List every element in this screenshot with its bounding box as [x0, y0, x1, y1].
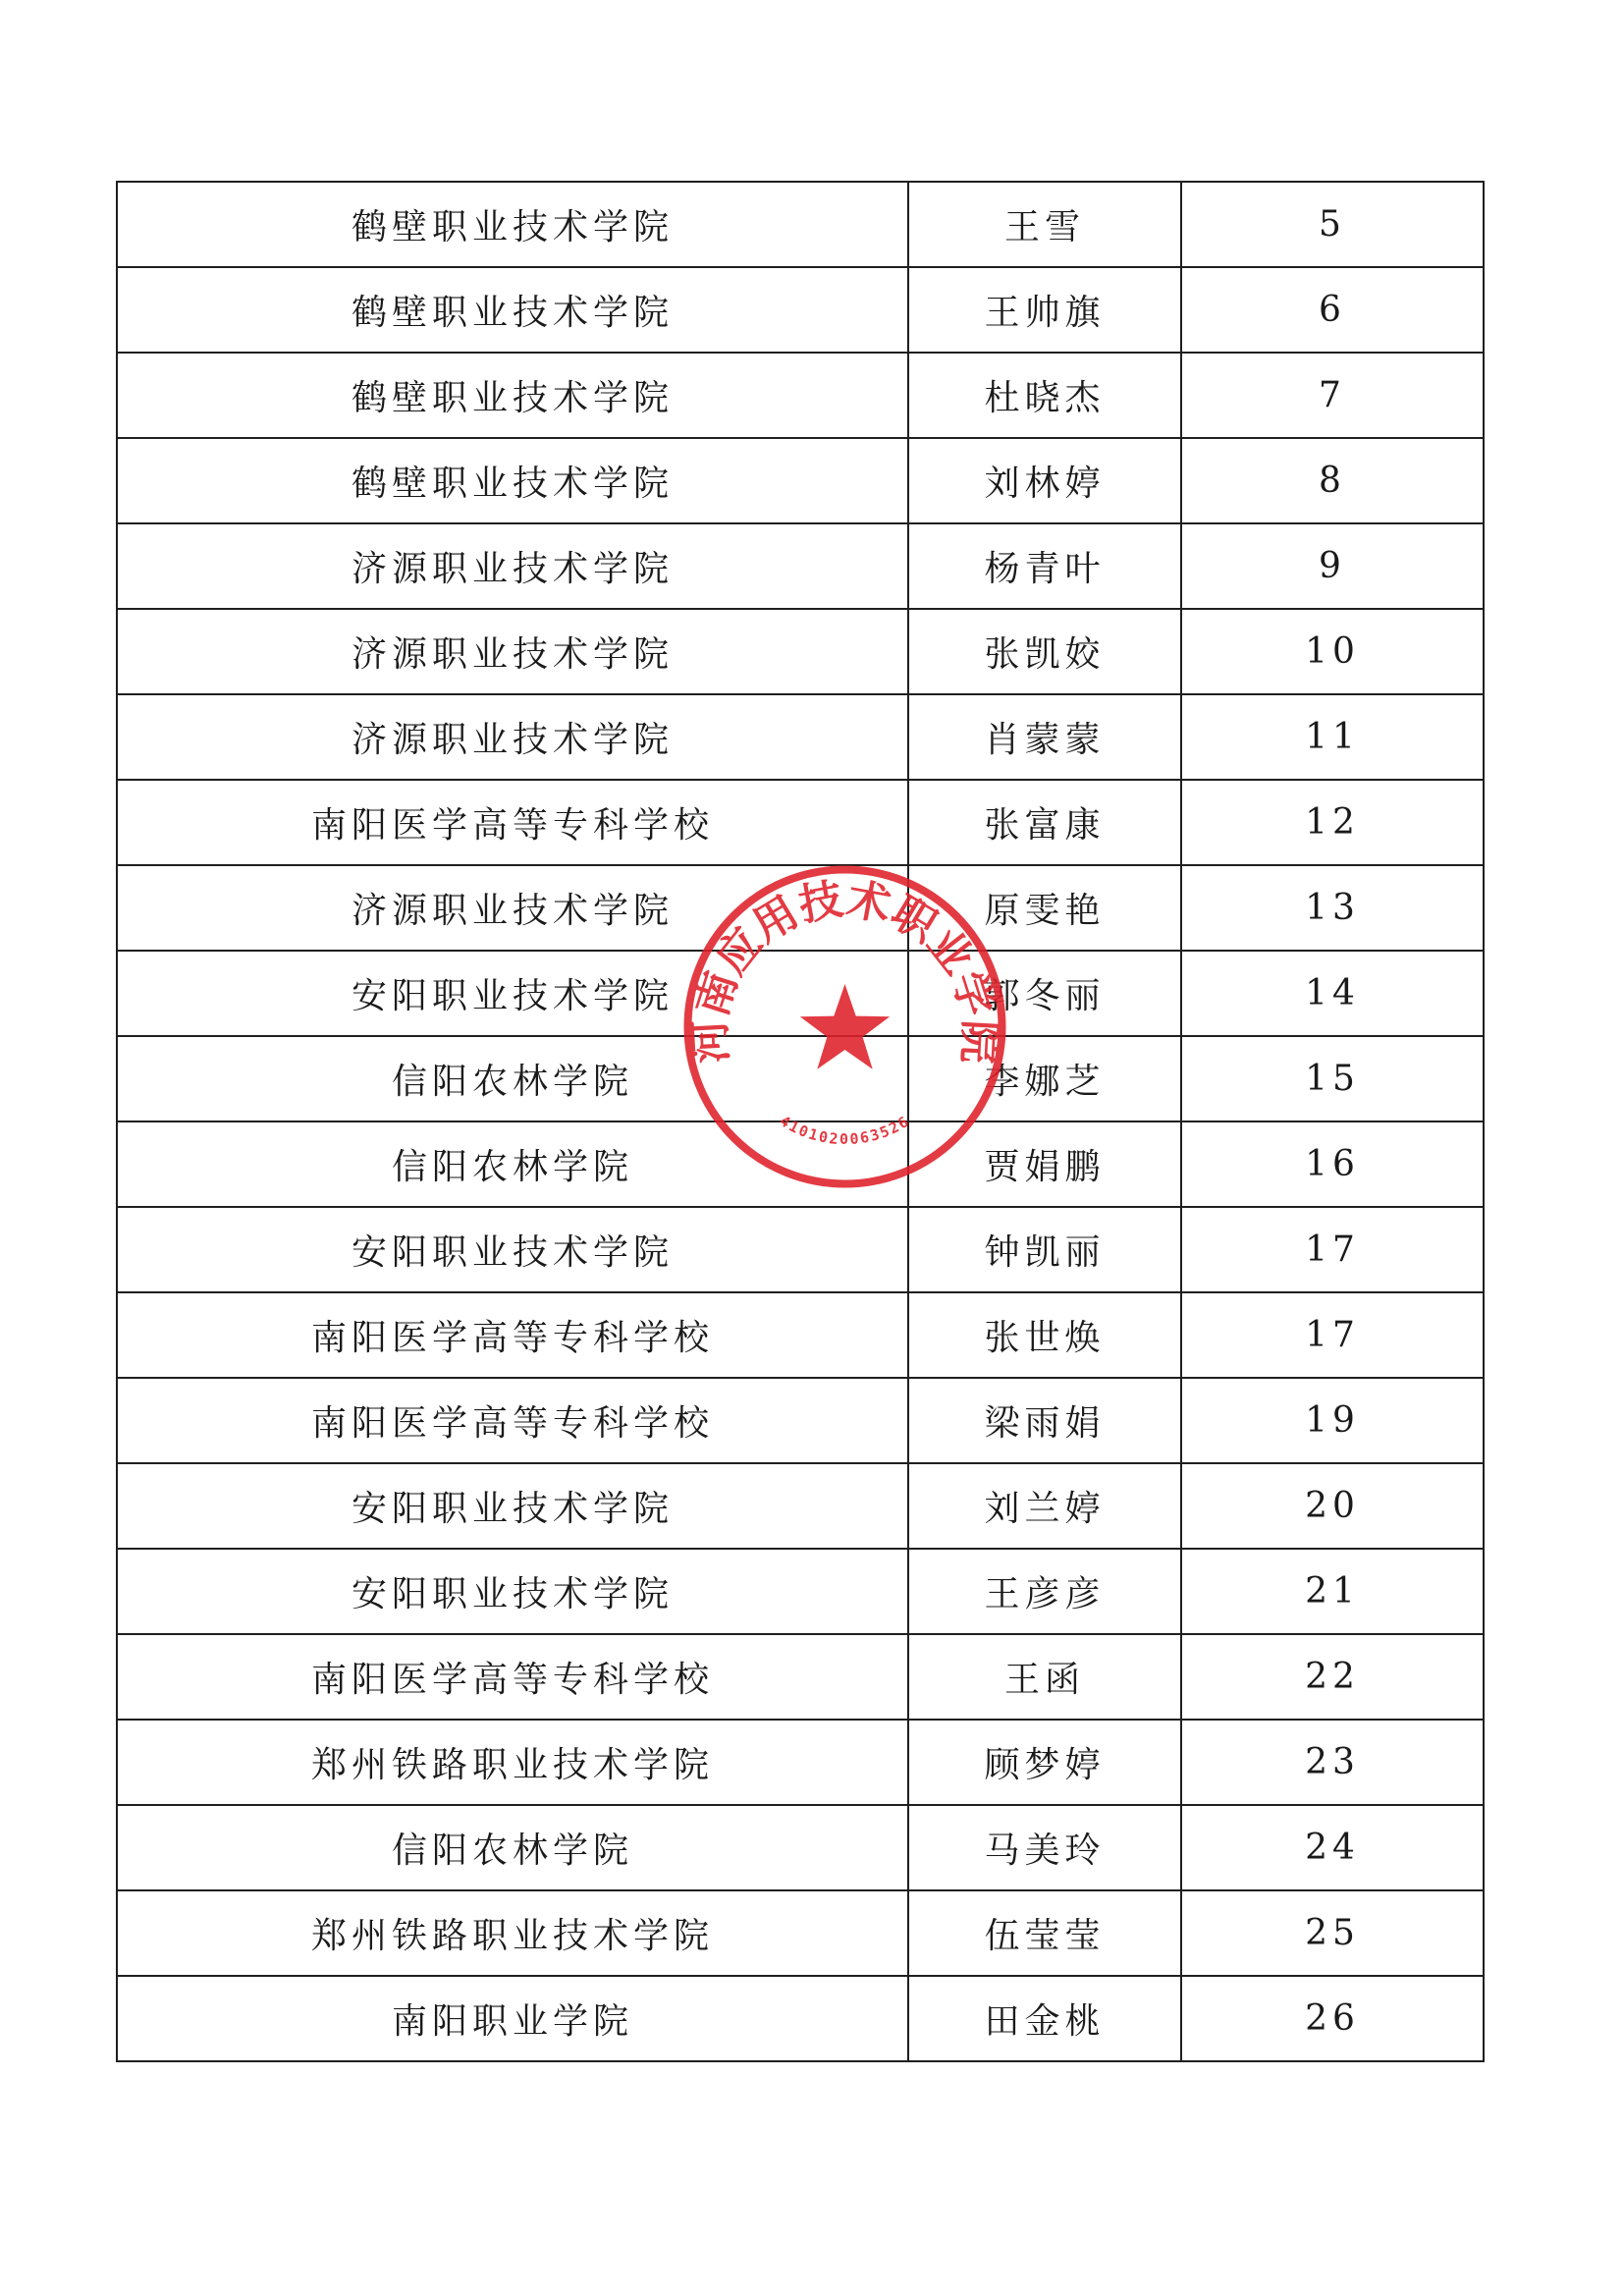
table-row [117, 694, 1484, 780]
name-cell: 张世焕 [908, 1292, 1181, 1378]
rank-cell: 8 [1181, 438, 1484, 523]
ranking-table-body [117, 182, 1484, 2061]
name-cell: 王函 [908, 1634, 1181, 1720]
rank-cell: 10 [1181, 609, 1484, 694]
table-row [117, 353, 1484, 438]
seal-code-arc: 4101020063526 [776, 1112, 914, 1149]
table-row [117, 523, 1484, 609]
table-row [117, 182, 1484, 267]
table-row [117, 1805, 1484, 1890]
school-cell: 信阳农林学院 [117, 1805, 908, 1890]
table-row [117, 1207, 1484, 1292]
table-row [117, 1036, 1484, 1121]
school-cell: 济源职业技术学院 [117, 865, 908, 951]
rank-cell: 17 [1181, 1292, 1484, 1378]
table-row [117, 1976, 1484, 2061]
rank-cell: 14 [1181, 951, 1484, 1036]
rank-cell: 6 [1181, 267, 1484, 353]
name-cell: 原雯艳 [908, 865, 1181, 951]
name-cell: 王雪 [908, 182, 1181, 267]
rank-cell: 12 [1181, 780, 1484, 865]
school-cell: 鹤壁职业技术学院 [117, 267, 908, 353]
name-cell: 梁雨娟 [908, 1378, 1181, 1463]
name-cell: 王彦彦 [908, 1549, 1181, 1634]
school-cell: 鹤壁职业技术学院 [117, 182, 908, 267]
name-cell: 李娜芝 [908, 1036, 1181, 1121]
rank-cell: 7 [1181, 353, 1484, 438]
name-cell: 张富康 [908, 780, 1181, 865]
name-cell: 杜晓杰 [908, 353, 1181, 438]
school-cell: 信阳农林学院 [117, 1036, 908, 1121]
table-row [117, 865, 1484, 951]
rank-cell: 25 [1181, 1890, 1484, 1976]
rank-cell: 20 [1181, 1463, 1484, 1549]
school-cell: 鹤壁职业技术学院 [117, 438, 908, 523]
name-cell: 杨青叶 [908, 523, 1181, 609]
table-row [117, 1292, 1484, 1378]
school-cell: 安阳职业技术学院 [117, 1463, 908, 1549]
rank-cell: 21 [1181, 1549, 1484, 1634]
table-row [117, 1121, 1484, 1207]
school-cell: 信阳农林学院 [117, 1121, 908, 1207]
table-row [117, 1463, 1484, 1549]
rank-cell: 11 [1181, 694, 1484, 780]
name-cell: 张凯姣 [908, 609, 1181, 694]
school-cell: 鹤壁职业技术学院 [117, 353, 908, 438]
name-cell: 王帅旗 [908, 267, 1181, 353]
school-cell: 郑州铁路职业技术学院 [117, 1720, 908, 1805]
name-cell: 刘林婷 [908, 438, 1181, 523]
school-cell: 安阳职业技术学院 [117, 1207, 908, 1292]
ranking-table [116, 181, 1485, 2062]
rank-cell: 17 [1181, 1207, 1484, 1292]
school-cell: 南阳医学高等专科学校 [117, 1292, 908, 1378]
rank-cell: 15 [1181, 1036, 1484, 1121]
table-row [117, 1549, 1484, 1634]
school-cell: 安阳职业技术学院 [117, 951, 908, 1036]
table-row [117, 1720, 1484, 1805]
school-cell: 安阳职业技术学院 [117, 1549, 908, 1634]
school-cell: 济源职业技术学院 [117, 609, 908, 694]
table-row [117, 267, 1484, 353]
name-cell: 钟凯丽 [908, 1207, 1181, 1292]
rank-cell: 26 [1181, 1976, 1484, 2061]
name-cell: 郭冬丽 [908, 951, 1181, 1036]
school-cell: 济源职业技术学院 [117, 523, 908, 609]
school-cell: 南阳医学高等专科学校 [117, 1378, 908, 1463]
table-row [117, 1378, 1484, 1463]
rank-cell: 16 [1181, 1121, 1484, 1207]
table-row [117, 1634, 1484, 1720]
name-cell: 肖蒙蒙 [908, 694, 1181, 780]
rank-cell: 22 [1181, 1634, 1484, 1720]
rank-cell: 23 [1181, 1720, 1484, 1805]
table-row [117, 1890, 1484, 1976]
name-cell: 贾娟鹏 [908, 1121, 1181, 1207]
name-cell: 田金桃 [908, 1976, 1181, 2061]
school-cell: 济源职业技术学院 [117, 694, 908, 780]
table-row [117, 609, 1484, 694]
rank-cell: 13 [1181, 865, 1484, 951]
seal-name-arc: 河南应用技术职业学院 [684, 874, 1005, 1066]
rank-cell: 24 [1181, 1805, 1484, 1890]
school-cell: 南阳职业学院 [117, 1976, 908, 2061]
name-cell: 刘兰婷 [908, 1463, 1181, 1549]
school-cell: 南阳医学高等专科学校 [117, 1634, 908, 1720]
name-cell: 顾梦婷 [908, 1720, 1181, 1805]
school-cell: 南阳医学高等专科学校 [117, 780, 908, 865]
name-cell: 马美玲 [908, 1805, 1181, 1890]
school-cell: 郑州铁路职业技术学院 [117, 1890, 908, 1976]
rank-cell: 5 [1181, 182, 1484, 267]
name-cell: 伍莹莹 [908, 1890, 1181, 1976]
rank-cell: 9 [1181, 523, 1484, 609]
table-row [117, 438, 1484, 523]
rank-cell: 19 [1181, 1378, 1484, 1463]
table-row [117, 951, 1484, 1036]
table-row [117, 780, 1484, 865]
